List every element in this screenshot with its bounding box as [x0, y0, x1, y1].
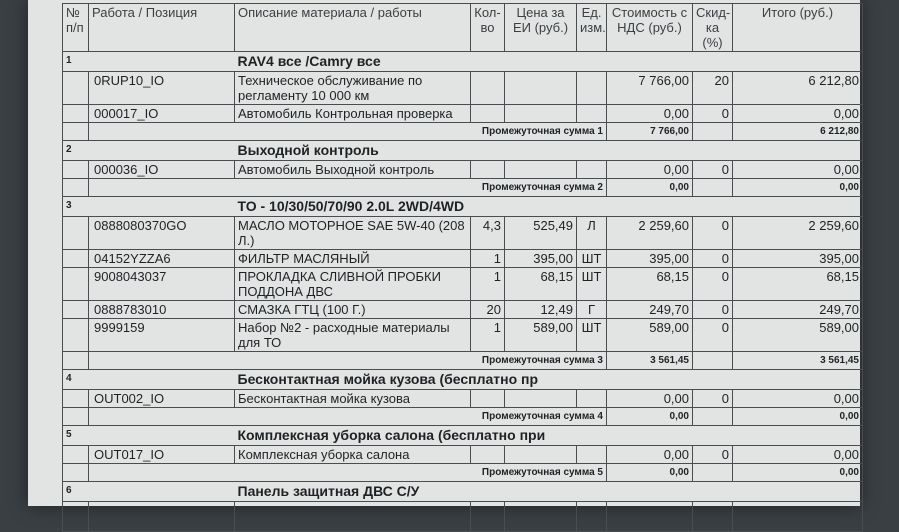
item-price: 525,49: [505, 217, 577, 250]
section-title: RAV4 все /Camry все: [235, 52, 863, 72]
item-total: 68,15: [733, 268, 863, 301]
item-description: Автомобиль Контрольная проверка: [235, 105, 471, 123]
item-qty: [471, 502, 505, 532]
item-cost: 7 766,00: [607, 72, 693, 105]
item-unit: [577, 72, 607, 105]
item-qty: 1: [471, 250, 505, 268]
table-row: [63, 250, 863, 268]
item-cost: 589,00: [607, 319, 693, 352]
header-qty: Кол-во: [471, 4, 505, 52]
item-code: 0888783010: [89, 301, 235, 319]
item-qty: 4,3: [471, 217, 505, 250]
item-cost: 0,00: [607, 446, 693, 464]
item-cost: 2 259,60: [607, 217, 693, 250]
item-description: [235, 502, 471, 532]
row-num-cell: [63, 105, 89, 123]
section-row: [63, 370, 863, 390]
item-unit: ШТ: [577, 319, 607, 352]
subtotal-cost: 3 561,45: [607, 352, 693, 370]
item-unit: ШТ: [577, 268, 607, 301]
section-row: [63, 197, 863, 217]
work-order-table: [62, 3, 863, 532]
item-cost: 0,00: [607, 161, 693, 179]
item-code: 000017_IO: [89, 105, 235, 123]
item-total: 0,00: [733, 161, 863, 179]
item-code: OUT017_IO: [89, 446, 235, 464]
subtotal-label: Промежуточная сумма 3: [89, 352, 607, 370]
row-num-cell: [63, 217, 89, 250]
section-row: [63, 426, 863, 446]
item-total: 0,00: [733, 446, 863, 464]
row-num-cell: [63, 301, 89, 319]
section-spacer: [89, 482, 235, 502]
item-qty: [471, 72, 505, 105]
subtotal-row: [63, 179, 863, 197]
item-discount: 0: [693, 301, 733, 319]
item-description: СМАЗКА ГТЦ (100 Г.): [235, 301, 471, 319]
subtotal-total: 6 212,80: [733, 123, 863, 141]
section-number: 4: [63, 370, 89, 390]
table-row: [63, 390, 863, 408]
section-number: 6: [63, 482, 89, 502]
subtotal-cost: 0,00: [607, 408, 693, 426]
item-unit: [577, 390, 607, 408]
header-unit: Ед. изм.: [577, 4, 607, 52]
item-price: 68,15: [505, 268, 577, 301]
item-qty: 1: [471, 268, 505, 301]
item-code: 04152YZZA6: [89, 250, 235, 268]
subtotal-discount-empty: [693, 123, 733, 141]
header-discount: Скид-ка (%): [693, 4, 733, 52]
table-row: [63, 72, 863, 105]
item-code: [89, 502, 235, 532]
item-discount: 0: [693, 268, 733, 301]
table-row: [63, 446, 863, 464]
item-code: OUT002_IO: [89, 390, 235, 408]
item-total: 2 259,60: [733, 217, 863, 250]
table-row: [63, 217, 863, 250]
section-number: 3: [63, 197, 89, 217]
item-cost: 0,00: [607, 105, 693, 123]
item-cost: 0,00: [607, 390, 693, 408]
header-total: Итого (руб.): [733, 4, 863, 52]
item-price: 12,49: [505, 301, 577, 319]
item-unit: [577, 105, 607, 123]
subtotal-label: Промежуточная сумма 5: [89, 464, 607, 482]
item-discount: [693, 502, 733, 532]
section-title: Панель защитная ДВС С/У: [235, 482, 863, 502]
table-row: [63, 301, 863, 319]
item-code: 000036_IO: [89, 161, 235, 179]
item-price: 395,00: [505, 250, 577, 268]
header-num: № п/п: [63, 4, 89, 52]
subtotal-total: 0,00: [733, 408, 863, 426]
section-title: Бесконтактная мойка кузова (бесплатно пр: [235, 370, 863, 390]
header-desc: Описание материала / работы: [235, 4, 471, 52]
row-num-cell: [63, 390, 89, 408]
subtotal-row: [63, 408, 863, 426]
section-spacer: [89, 141, 235, 161]
item-description: МАСЛО МОТОРНОЕ SAE 5W-40 (208 Л.): [235, 217, 471, 250]
subtotal-row: [63, 123, 863, 141]
item-code: 0RUP10_IO: [89, 72, 235, 105]
section-title: Выходной контроль: [235, 141, 863, 161]
subtotal-label: Промежуточная сумма 2: [89, 179, 607, 197]
header-work: Работа / Позиция: [89, 4, 235, 52]
section-number: 5: [63, 426, 89, 446]
subtotal-discount-empty: [693, 179, 733, 197]
subtotal-spacer: [63, 352, 89, 370]
item-discount: 0: [693, 105, 733, 123]
header-cost: Стоимость с НДС (руб.): [607, 4, 693, 52]
item-unit: [577, 161, 607, 179]
item-discount: 0: [693, 446, 733, 464]
item-description: ПРОКЛАДКА СЛИВНОЙ ПРОБКИ ПОДДОНА ДВС: [235, 268, 471, 301]
section-spacer: [89, 197, 235, 217]
section-title: ТО - 10/30/50/70/90 2.0L 2WD/4WD: [235, 197, 863, 217]
subtotal-discount-empty: [693, 352, 733, 370]
section-number: 1: [63, 52, 89, 72]
section-row: [63, 482, 863, 502]
subtotal-cost: 7 766,00: [607, 123, 693, 141]
table-body: [63, 52, 863, 532]
item-total: 249,70: [733, 301, 863, 319]
table-header: [63, 4, 863, 52]
item-unit: ШТ: [577, 250, 607, 268]
item-description: Бесконтактная мойка кузова: [235, 390, 471, 408]
item-cost: 249,70: [607, 301, 693, 319]
item-description: ФИЛЬТР МАСЛЯНЫЙ: [235, 250, 471, 268]
subtotal-label: Промежуточная сумма 1: [89, 123, 607, 141]
item-cost: 395,00: [607, 250, 693, 268]
table-row: [63, 268, 863, 301]
item-code: 0888080370GO: [89, 217, 235, 250]
item-discount: 0: [693, 319, 733, 352]
subtotal-spacer: [63, 464, 89, 482]
item-qty: 20: [471, 301, 505, 319]
item-price: [505, 105, 577, 123]
header-price: Цена за ЕИ (руб.): [505, 4, 577, 52]
item-qty: 1: [471, 319, 505, 352]
subtotal-row: [63, 352, 863, 370]
item-description: Комплексная уборка салона: [235, 446, 471, 464]
item-price: [505, 72, 577, 105]
subtotal-total: 0,00: [733, 179, 863, 197]
subtotal-label: Промежуточная сумма 4: [89, 408, 607, 426]
item-price: [505, 502, 577, 532]
subtotal-discount-empty: [693, 464, 733, 482]
subtotal-total: 3 561,45: [733, 352, 863, 370]
section-spacer: [89, 426, 235, 446]
table-row: [63, 319, 863, 352]
item-discount: 0: [693, 390, 733, 408]
subtotal-total: 0,00: [733, 464, 863, 482]
subtotal-cost: 0,00: [607, 179, 693, 197]
subtotal-cost: 0,00: [607, 464, 693, 482]
row-num-cell: [63, 161, 89, 179]
item-description: Набор №2 - расходные материалы для ТО: [235, 319, 471, 352]
document-sheet: [28, 0, 860, 506]
item-qty: [471, 105, 505, 123]
item-total: 395,00: [733, 250, 863, 268]
item-discount: 0: [693, 250, 733, 268]
item-unit: [577, 446, 607, 464]
item-total: [733, 502, 863, 532]
item-cost: 68,15: [607, 268, 693, 301]
item-qty: [471, 390, 505, 408]
section-spacer: [89, 370, 235, 390]
item-qty: [471, 446, 505, 464]
row-num-cell: [63, 250, 89, 268]
subtotal-row: [63, 464, 863, 482]
row-num-cell: [63, 446, 89, 464]
item-unit: Л: [577, 217, 607, 250]
item-description: Техническое обслуживание по регламенту 10 000 км: [235, 72, 471, 105]
section-spacer: [89, 52, 235, 72]
item-unit: [577, 502, 607, 532]
item-discount: 0: [693, 161, 733, 179]
section-number: 2: [63, 141, 89, 161]
section-row: [63, 141, 863, 161]
item-price: [505, 446, 577, 464]
subtotal-discount-empty: [693, 408, 733, 426]
item-qty: [471, 161, 505, 179]
item-code: 9008043037: [89, 268, 235, 301]
item-unit: Г: [577, 301, 607, 319]
section-row: [63, 52, 863, 72]
row-num-cell: [63, 502, 89, 532]
subtotal-spacer: [63, 179, 89, 197]
row-num-cell: [63, 72, 89, 105]
item-code: 9999159: [89, 319, 235, 352]
table-row: [63, 105, 863, 123]
table-row: [63, 161, 863, 179]
table-row: [63, 502, 863, 532]
item-total: 6 212,80: [733, 72, 863, 105]
item-description: Автомобиль Выходной контроль: [235, 161, 471, 179]
item-cost: [607, 502, 693, 532]
item-price: [505, 390, 577, 408]
item-total: 589,00: [733, 319, 863, 352]
subtotal-spacer: [63, 408, 89, 426]
row-num-cell: [63, 268, 89, 301]
section-title: Комплексная уборка салона (бесплатно при: [235, 426, 863, 446]
subtotal-spacer: [63, 123, 89, 141]
item-total: 0,00: [733, 390, 863, 408]
item-discount: 20: [693, 72, 733, 105]
item-discount: 0: [693, 217, 733, 250]
item-total: 0,00: [733, 105, 863, 123]
item-price: 589,00: [505, 319, 577, 352]
row-num-cell: [63, 319, 89, 352]
item-price: [505, 161, 577, 179]
